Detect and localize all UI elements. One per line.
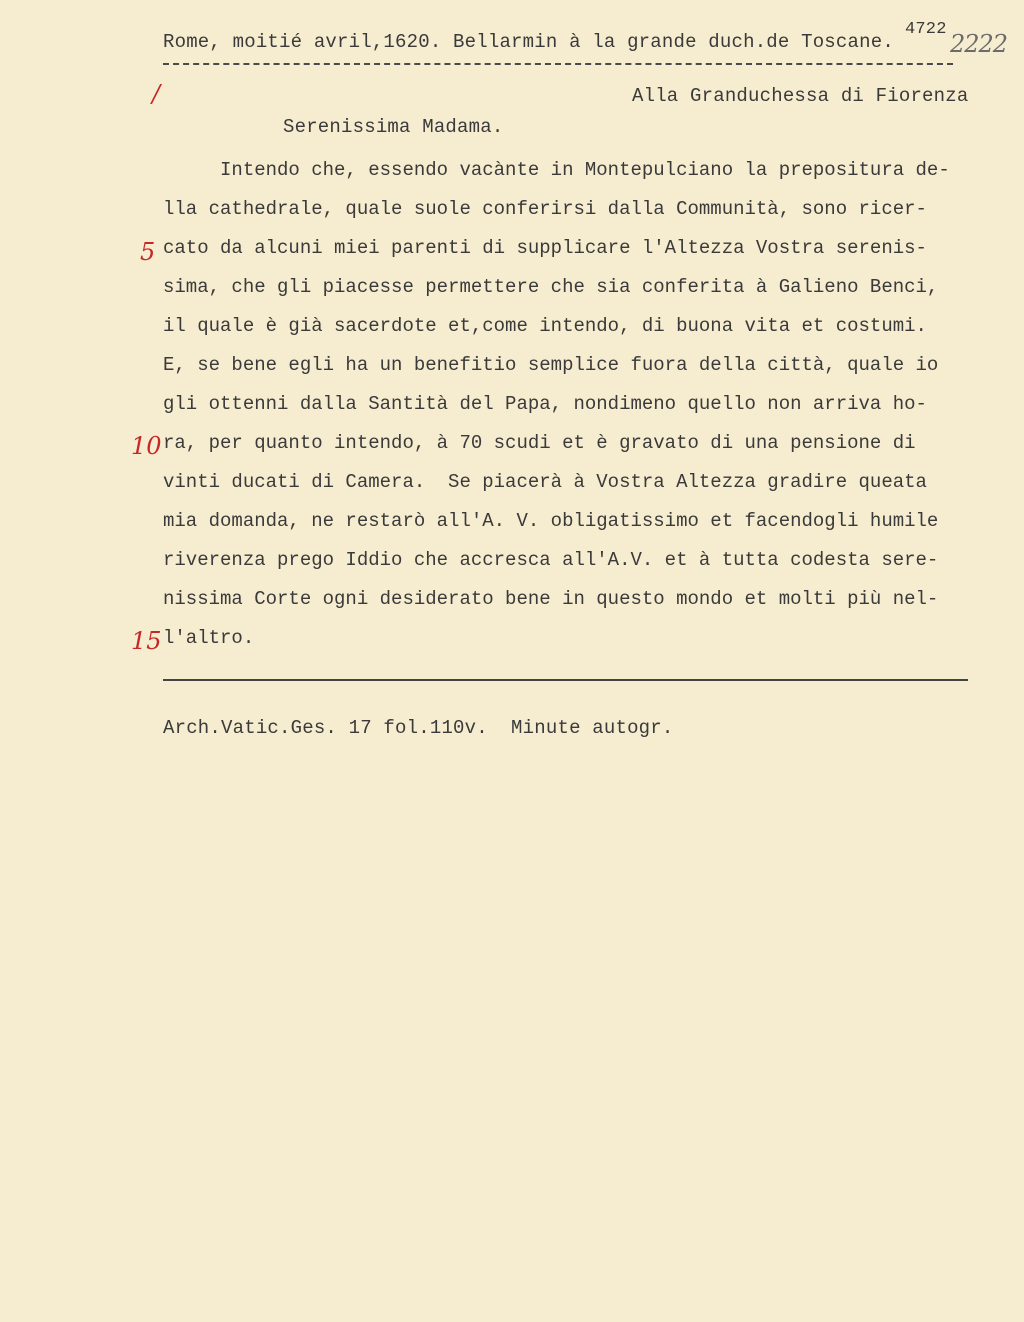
body-line: mia domanda, ne restarò all'A. V. obligatissimo et facendogli humile (163, 510, 939, 532)
addressee-line: Alla Granduchessa di Fiorenza (632, 85, 969, 107)
body-line: nissima Corte ogni desiderato bene in questo mondo et molti più nel- (163, 588, 939, 610)
document-header: Rome, moitié avril,1620. Bellarmin à la grande duch.de Toscane. (163, 31, 894, 53)
body-line: il quale è già sacerdote et,come intendo, di buona vita et costumi. (163, 315, 927, 337)
handwritten-page-number: 2222 (950, 30, 1008, 58)
letter-body (163, 158, 993, 665)
footer-solid-rule (163, 679, 968, 681)
body-line: E, se bene egli ha un benefitio semplice fuora della città, quale io (163, 354, 939, 376)
margin-mark-5: 5 (140, 238, 156, 266)
body-line: lla cathedrale, quale suole conferirsi dalla Communità, sono ricer- (163, 198, 927, 220)
body-line: sima, che gli piacesse permettere che sia conferita à Galieno Benci, (163, 276, 939, 298)
body-line: Intendo che, essendo vacànte in Montepulciano la prepositura de- (163, 159, 950, 181)
margin-mark-15: 15 (131, 627, 162, 655)
body-line: ra, per quanto intendo, à 70 scudi et è gravato di una pensione di (163, 432, 916, 454)
margin-mark-1: / (152, 80, 161, 108)
body-line: gli ottenni dalla Santità del Papa, nondimeno quello non arriva ho- (163, 393, 927, 415)
body-line: vinti ducati di Camera. Se piacerà à Vostra Altezza gradire queata (163, 471, 927, 493)
header-dashed-rule (163, 63, 953, 65)
margin-mark-10: 10 (131, 432, 162, 460)
archive-reference: Arch.Vatic.Ges. 17 fol.110v. Minute autogr. (163, 717, 674, 739)
sheet-number: 4722 (905, 20, 947, 39)
body-line: l'altro. (163, 627, 255, 649)
body-line: cato da alcuni miei parenti di supplicare l'Altezza Vostra serenis- (163, 237, 927, 259)
body-line: riverenza prego Iddio che accresca all'A.V. et à tutta codesta sere- (163, 549, 939, 571)
salutation: Serenissima Madama. (283, 116, 504, 138)
